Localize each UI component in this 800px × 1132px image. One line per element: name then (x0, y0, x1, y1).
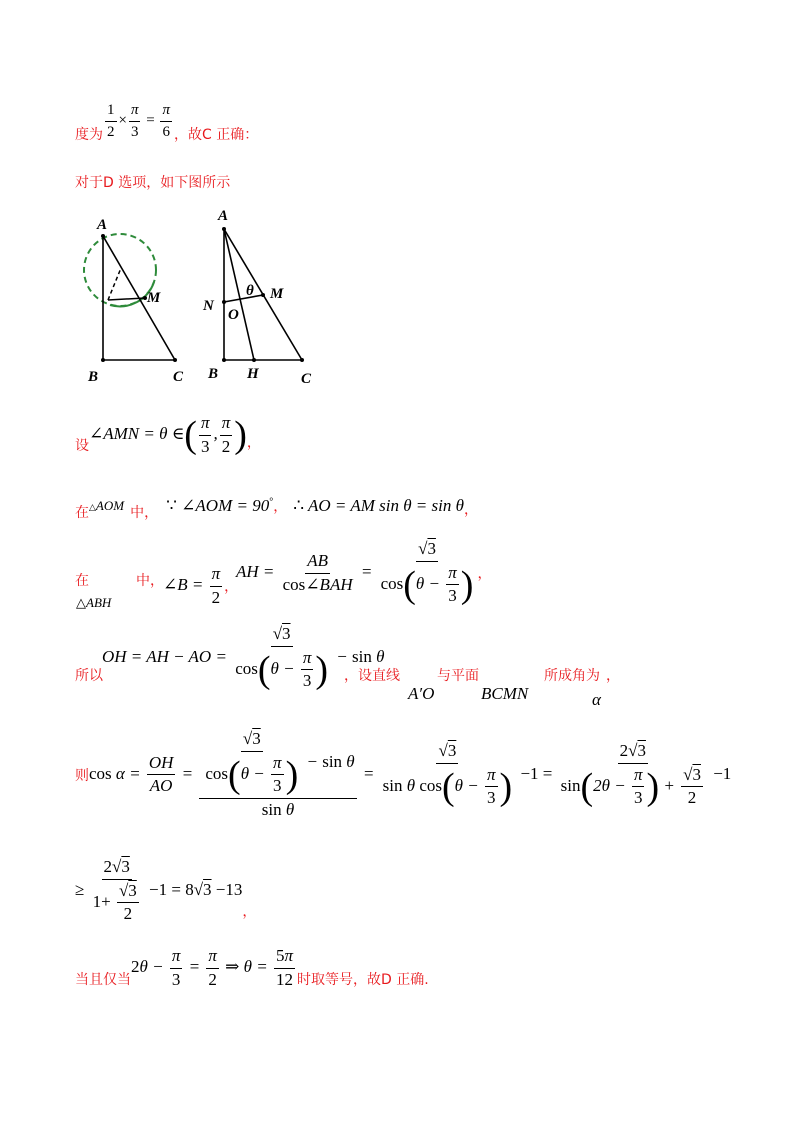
label-m: M (147, 290, 161, 306)
label-theta: θ (246, 283, 254, 299)
line5-comma: ， (224, 579, 239, 596)
line8-formula: ≥ 2√3 1+ $\frac{√3}{2}$ −1 = 8√3 −13 (75, 857, 243, 924)
line6-line-name: A′O (408, 684, 435, 703)
line4-suffix: ， (463, 502, 478, 518)
label-c: C (301, 371, 312, 385)
line-9 (75, 947, 429, 989)
line-8 (75, 858, 256, 924)
line3-suffix: ， (246, 435, 261, 452)
label-b: B (88, 369, 99, 385)
line-1 (75, 98, 258, 144)
line5-ah: AH = $\frac{AB}{\text{cos∠BAH}}$ = √3 cos(θ − $\frac{\pi}{3}$ ) ， (236, 539, 492, 606)
label-n: N (203, 298, 214, 314)
line5-mid: 中， (136, 573, 164, 589)
line5-prefix: 在 (75, 573, 89, 589)
line1-formula: $\frac{1}{2}$ × $\frac{\pi}{3}$ = $\frac{\pi}{6}$ (107, 102, 170, 140)
line7-formula: cos α = $\frac{OH}{AO}$ = √3 cos(θ − $\frac{\pi}{3}$ ) − sin θ sin θ = √3 sin θ cos(θ − $\frac{\pi}{3}$ ) −1 = 2√3 sin(2θ − $\frac{\pi}{3}$ ) + $\frac{√3}{2}$ −1 (89, 729, 732, 820)
line3-formula: ∠AMN = θ ∈( $\frac{\pi}{3}$ , $\frac{\pi}{2}$ ) (89, 413, 247, 457)
label-h: H (247, 366, 259, 382)
line-2: 对于D 选项，如下图所示 (75, 175, 231, 191)
line9-suffix: 时取等号，故D 正确. (296, 972, 429, 989)
line4-therefore: ∴ AO = AM sin θ = sin θ (293, 496, 464, 515)
line-7 (75, 730, 731, 820)
label-a: A (218, 208, 229, 224)
line4-mid: 中， (130, 505, 159, 521)
label-b: B (208, 366, 219, 382)
line-3 (75, 414, 261, 456)
label-o: O (228, 307, 239, 323)
line6-prefix: 所以 (75, 668, 103, 684)
figure-right (198, 205, 328, 385)
line4-triangle: △AOM (89, 498, 125, 513)
line8-suffix: ， (242, 904, 257, 921)
line4-prefix: 在 (75, 505, 89, 521)
line4-because: ∵ ∠AOM = 90° (166, 496, 274, 515)
line6-t2: 与平面 (437, 668, 479, 684)
line6-t1: ，设直线 (344, 668, 400, 684)
line5-angle-b: ∠B = $\frac{\pi}{2}$ ， (163, 564, 239, 607)
line6-oh: OH = AH − AO = √3 cos(θ − $\frac{\pi}{3}$ ) − sin θ (102, 624, 385, 691)
figure-left (70, 210, 200, 385)
label-c: C (173, 369, 184, 385)
line4-comma: ， (273, 499, 288, 515)
line6-plane: BCMN (481, 684, 529, 703)
label-m: M (270, 286, 284, 302)
line3-prefix: 设 (75, 438, 89, 455)
line1-prefix: 度为 (75, 127, 103, 143)
line5-triangle: △ABH (76, 595, 112, 610)
line-4 (75, 490, 478, 522)
line1-suffix: ，故C 正确： (173, 127, 259, 143)
line6-alpha: α (592, 690, 601, 709)
dashed-segment (108, 268, 121, 300)
segment-nm (224, 295, 263, 302)
label-a: A (97, 217, 108, 233)
line6-t3: 所成角为 (544, 668, 600, 684)
line9-formula: 2θ − $\frac{\pi}{3}$ = $\frac{\pi}{2}$ ⇒ θ = $\frac{5\pi}{12}$ (131, 946, 293, 989)
line6-t4: ， (606, 668, 620, 684)
line7-prefix: 则 (75, 767, 89, 784)
line5-suffix: ， (477, 566, 492, 583)
line9-prefix: 当且仅当 (75, 972, 131, 989)
